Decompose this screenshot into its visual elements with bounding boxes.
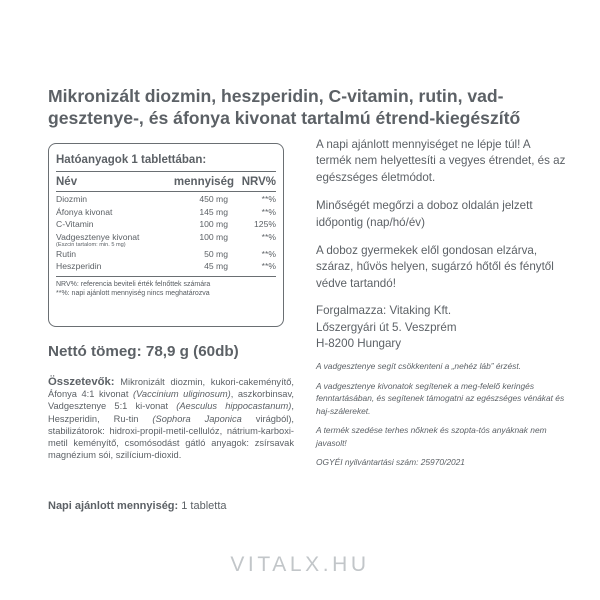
ingredient-name: Heszperidin bbox=[56, 261, 102, 272]
table-row bbox=[56, 219, 276, 232]
ingredients-paragraph bbox=[48, 376, 294, 461]
ingredient-nrv: **% bbox=[261, 261, 276, 272]
ingredients-text: virágból), stabilizátorok: hidroxi-propil-metil-cellulóz, nátrium-karboxi-metil keményítő, csomósodást gátló anyagok: zsírsavak magnézium sói, szilícium-dioxid. bbox=[48, 413, 295, 461]
ingredient-amount: 145 mg bbox=[199, 206, 228, 217]
latin-name: (Vaccinium uliginosum) bbox=[132, 389, 231, 400]
ingredients-text: Mikronizált diozmin, kukori-cakeményítő, Áfonya 4:1 kivonat bbox=[48, 377, 294, 400]
distributor-address bbox=[316, 303, 566, 352]
ingredient-name: C-Vitamin bbox=[56, 219, 94, 230]
pregnancy-warning: A termék szedése terhes nőknek és szopta-tós anyáknak nem javasolt! bbox=[316, 425, 547, 448]
brand-logo: VITALX.HU bbox=[230, 553, 370, 576]
ingredient-name: Diozmin bbox=[56, 194, 88, 204]
product-title bbox=[48, 85, 568, 129]
daily-dose bbox=[48, 500, 227, 512]
ingredients-text: , aszkorbinsav, Vadgesztenye 5:1 ki-vonat bbox=[48, 389, 294, 412]
table-body bbox=[56, 192, 276, 276]
claim-text: A vadgesztenye segít csökkenteni a „nehéz láb” érzést. bbox=[316, 361, 521, 372]
ingredient-nrv: **% bbox=[261, 248, 276, 259]
ingredient-amount: 50 mg bbox=[204, 248, 228, 259]
address-line: Forgalmazza: Vitaking Kft. bbox=[316, 304, 452, 318]
table-row bbox=[56, 249, 276, 262]
ingredient-nrv: **% bbox=[261, 194, 276, 204]
latin-name: (Aesculus hippocastanum) bbox=[176, 401, 292, 412]
table-row bbox=[56, 194, 276, 207]
ingredient-nrv: 125% bbox=[254, 219, 276, 230]
footnote-stars: **%: napi ajánlott mennyiség nincs meghatározva bbox=[56, 290, 210, 298]
nutrition-table bbox=[48, 143, 284, 327]
col-nrv-header: NRV% bbox=[241, 175, 276, 188]
daily-dose-label: Napi ajánlott mennyiség: bbox=[48, 500, 179, 512]
table-row bbox=[56, 207, 276, 220]
footnote-nrv: NRV%: referencia beviteli érték felnőttek számára bbox=[56, 280, 211, 288]
ingredient-nrv: **% bbox=[261, 206, 276, 217]
ingredient-name: Áfonya kivonat bbox=[56, 206, 113, 217]
ingredient-subnote: (Eszcin tartalom: min. 5 mg) bbox=[56, 241, 126, 248]
title-line-2: gesztenye-, és áfonya kivonat tartalmú étrend-kiegészítő bbox=[48, 108, 521, 128]
table-row bbox=[56, 232, 276, 249]
warning-paragraph: A napi ajánlott mennyiséget ne lépje túl! A termék nem helyettesíti a vegyes étrendet, és az egészséges életmódot. bbox=[316, 138, 566, 184]
ingredients-text: , Heszperidin, Ru-tin bbox=[48, 401, 294, 424]
ingredient-name: Rutin bbox=[56, 248, 77, 259]
col-amount-header: mennyiség bbox=[173, 175, 234, 188]
table-header-row bbox=[56, 172, 276, 191]
address-line: Lőszergyári út 5. Veszprém bbox=[316, 320, 457, 334]
info-column bbox=[316, 137, 566, 468]
ingredient-amount: 450 mg bbox=[199, 194, 228, 204]
best-before-paragraph: Minőségét megőrzi a doboz oldalán jelzett időpontig (nap/hó/év) bbox=[316, 199, 533, 229]
latin-name: (Sophora Japonica bbox=[152, 413, 242, 424]
ingredient-name-cell bbox=[56, 232, 172, 248]
ingredient-amount: 45 mg bbox=[204, 261, 228, 272]
storage-paragraph: A doboz gyermekek elől gondosan elzárva, száraz, hűvös helyen, sugárzó hőtől és fénytől védve tartandó! bbox=[316, 244, 554, 290]
claim-text: A vadgesztenye kivonatok segítenek a meg-felelő keringés fenntartásában, és segítenek támogatni az egészséges vénákat és haj-szálereket. bbox=[316, 380, 565, 416]
registration-number: OGYÉI nyilvántartási szám: 25970/2021 bbox=[316, 456, 465, 467]
col-name-header: Név bbox=[56, 175, 78, 188]
ingredient-amount: 100 mg bbox=[199, 219, 228, 230]
daily-dose-value: 1 tabletta bbox=[178, 500, 227, 512]
table-footnotes bbox=[56, 277, 276, 299]
title-line-1: Mikronizált diozmin, heszperidin, C-vitamin, rutin, vad- bbox=[48, 86, 504, 106]
address-line: H-8200 Hungary bbox=[316, 337, 402, 351]
ingredient-name: Vadgesztenye kivonat bbox=[56, 231, 140, 242]
net-weight: Nettó tömeg: 78,9 g (60db) bbox=[48, 343, 239, 360]
table-row bbox=[56, 261, 276, 274]
nutrition-heading: Hatóanyagok 1 tablettában: bbox=[56, 154, 207, 166]
ingredient-amount: 100 mg bbox=[199, 231, 228, 242]
ingredients-label: Összetevők: bbox=[48, 376, 115, 388]
ingredient-nrv: **% bbox=[261, 231, 276, 242]
